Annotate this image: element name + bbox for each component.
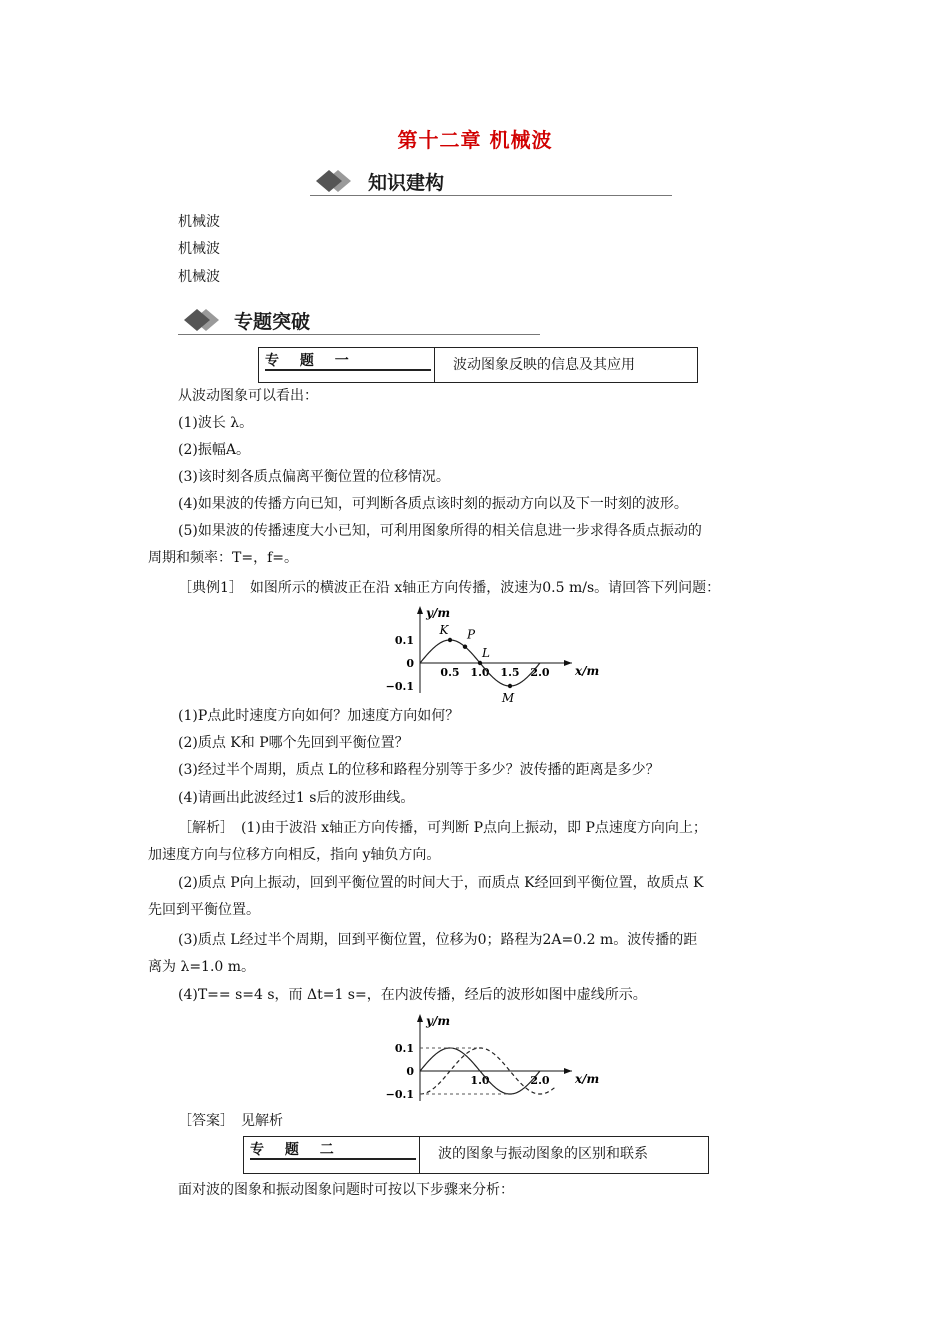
section-title-topics: 专题突破 [234,311,311,333]
y-axis-label: y/m [426,1014,451,1028]
x-axis-label: x/m [575,664,600,678]
paragraph: 从波动图象可以看出： [178,388,318,404]
y-axis-arrow [417,1014,423,1022]
x-axis-arrow [564,660,572,666]
y-tick-label: 0 [406,1065,414,1078]
solution: (3)质点 L经过半个周期，回到平衡位置，位移为0；路程为2A=0.2 m。波传播的距 [178,932,698,948]
question: (2)质点 K和 P哪个先回到平衡位置？ [178,735,409,751]
topic-box-1 [258,347,698,383]
y-axis-label: y/m [426,606,451,620]
topic-name: 波的图象与振动图象的区别和联系 [438,1146,648,1162]
solution: 离为 λ=1.0 m。 [148,959,256,975]
point-label: L [482,646,490,660]
y-axis-arrow [417,606,423,614]
knowledge-line: 机械波 [178,214,220,230]
question: (4)请画出此波经过1 s后的波形曲线。 [178,790,415,806]
topic-name: 波动图象反映的信息及其应用 [453,357,635,373]
point-label: K [439,623,449,637]
wave-chart-2 [385,1013,600,1108]
point-m [508,684,512,688]
solution: 先回到平衡位置。 [148,902,260,918]
paragraph: (3)该时刻各质点偏离平衡位置的位移情况。 [178,469,450,485]
solution: (2)质点 P向上振动，回到平衡位置的时间大于，而质点 K经回到平衡位置，故质点 K [178,875,704,891]
paragraph: (4)如果波的传播方向已知，可判断各质点该时刻的振动方向以及下一时刻的波形。 [178,496,688,512]
section-rule [310,195,672,196]
point-label: P [466,627,476,642]
solution: (4)T== s=4 s，而 Δt=1 s=，在内波传播，经后的波形如图中虚线所示。 [178,987,647,1003]
paragraph: 面对波的图象和振动图象问题时可按以下步骤来分析： [178,1182,514,1198]
paragraph: 周期和频率：T=，f=。 [148,550,298,566]
y-tick-label: −0.1 [385,680,414,693]
point-label: M [501,691,515,705]
y-tick-label: 0.1 [394,1042,414,1055]
x-tick-label: 0.5 [440,666,460,679]
point-l [478,661,482,665]
section-title-knowledge: 知识建构 [368,172,445,194]
question: (3)经过半个周期，质点 L的位移和路程分别等于多少？波传播的距离是多少？ [178,762,660,778]
knowledge-line: 机械波 [178,241,220,257]
solution: ［解析］ (1)由于波沿 x轴正方向传播，可判断 P点向上振动，即 P点速度方向向上； [178,820,707,836]
diamond-icon [180,307,232,333]
chapter-title: 第十二章 机械波 [397,128,553,152]
answer: ［答案］ 见解析 [178,1113,283,1129]
solution: 加速度方向与位移方向相反，指向 y轴负方向。 [148,847,441,863]
y-tick-label: 0 [406,657,414,670]
x-tick-label: 2.0 [530,1074,550,1087]
y-tick-label: 0.1 [394,634,414,647]
point-p [463,645,467,649]
question: (1)P点此时速度方向如何？加速度方向如何？ [178,708,460,724]
section-banner-topics [178,305,540,335]
topic-divider [419,1137,420,1173]
topic-tag-rule [250,1158,416,1160]
x-tick-label: 2.0 [530,666,550,679]
topic-box-2 [243,1136,709,1174]
x-tick-label: 1.0 [470,1074,490,1087]
section-rule [178,334,540,335]
x-axis-label: x/m [575,1072,600,1086]
y-tick-label: −0.1 [385,1088,414,1101]
knowledge-line: 机械波 [178,269,220,285]
section-banner-knowledge [310,166,672,196]
paragraph: (2)振幅A。 [178,442,250,458]
example-heading: ［典例1］ 如图所示的横波正在沿 x轴正方向传播，波速为0.5 m/s。请回答下列问题： [178,580,721,596]
topic-tag: 专 题 一 [265,353,357,369]
topic-tag: 专 题 二 [250,1142,342,1158]
wave-chart-1 [385,605,600,705]
topic-divider [434,348,435,382]
x-axis-arrow [564,1068,572,1074]
topic-tag-rule [265,369,431,371]
x-tick-label: 1.5 [500,666,520,679]
diamond-icon [312,168,364,194]
paragraph: (1)波长 λ。 [178,415,254,431]
paragraph: (5)如果波的传播速度大小已知，可利用图象所得的相关信息进一步求得各质点振动的 [178,523,702,539]
point-k [448,638,452,642]
x-tick-label: 1.0 [470,666,490,679]
